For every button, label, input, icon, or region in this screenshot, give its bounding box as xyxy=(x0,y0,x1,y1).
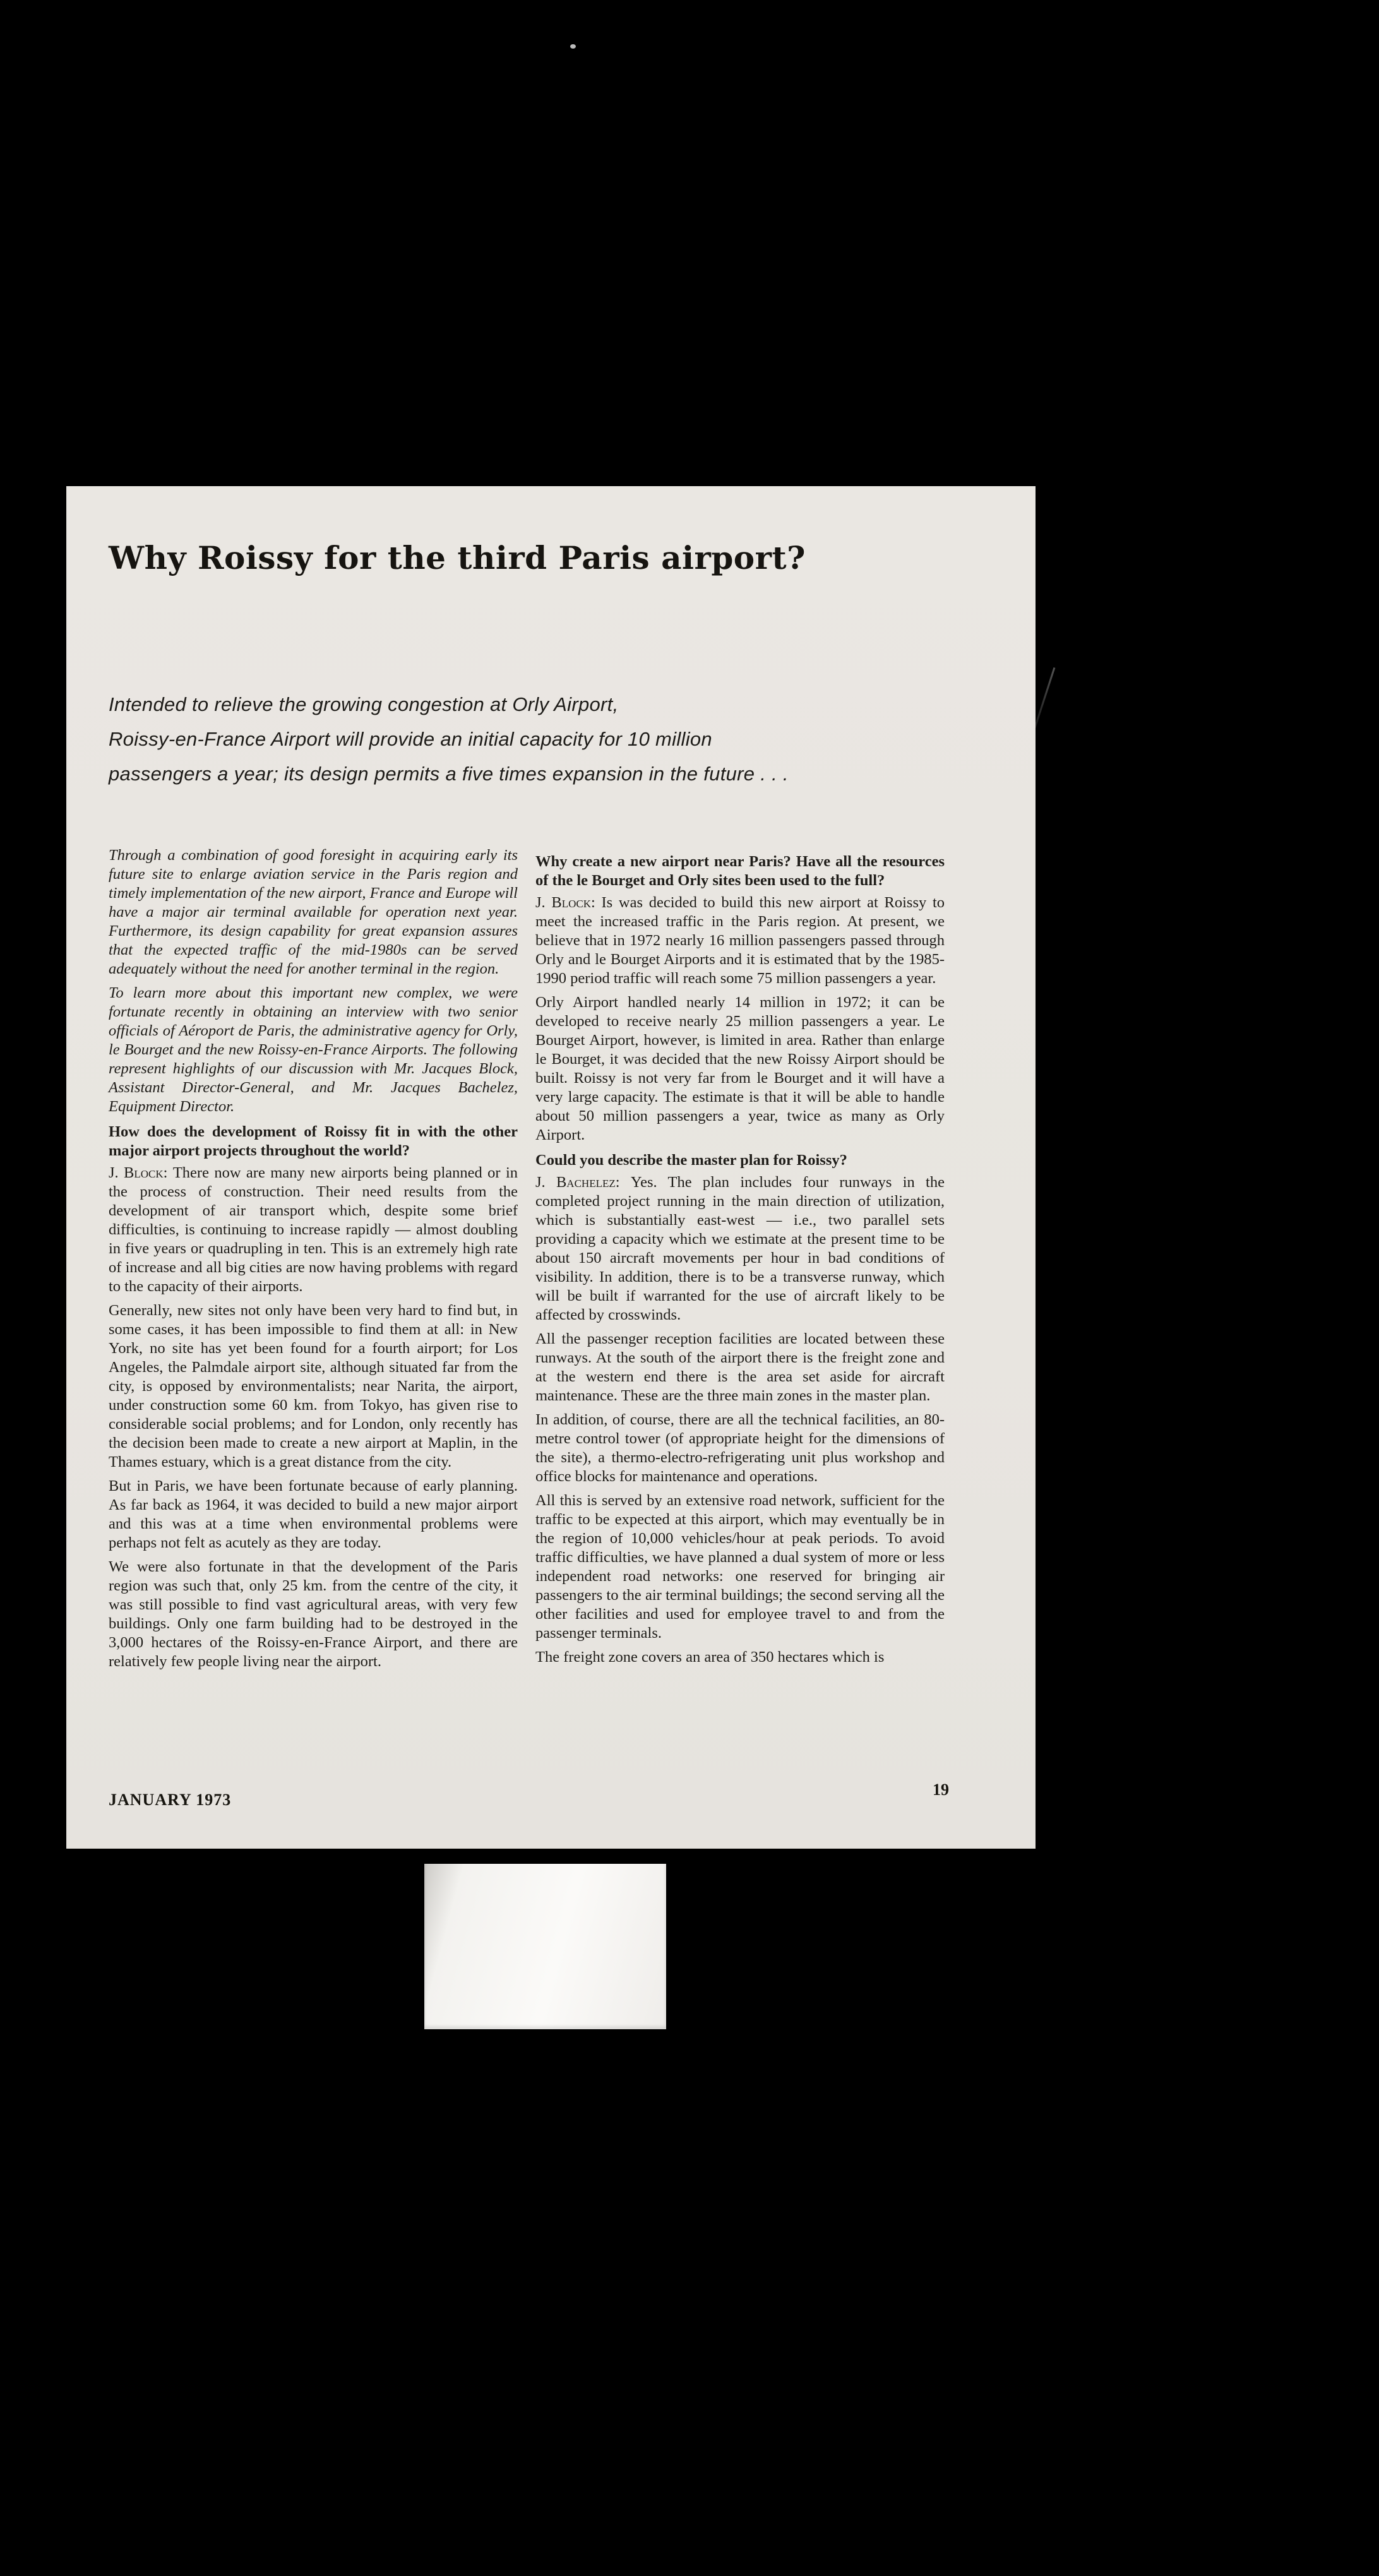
lead-paragraph xyxy=(109,687,945,791)
body-paragraph: To learn more about this important new complex, we were fortunate recently in obtaining an interview with two senior officials of Aéroport de Paris, the administrative agency for Orly, le Bourget and the new Roissy-en-France Airports. The following represent highlights of our discussion with Mr. Jacques Block, Assistant Director-General, and Mr. Jacques Bachelez, Equipment Director. xyxy=(109,984,518,1115)
scan-artifact-speck xyxy=(570,44,576,49)
column-left xyxy=(109,846,518,1676)
question-heading: Why create a new airport near Paris? Have all the resources of the le Bourget and Orly sites been used to the full? xyxy=(535,853,945,889)
body-paragraph: In addition, of course, there are all the technical facilities, an 80-metre control tower (of appropriate height for the dimensions of the site), a thermo-electro-refrigerating unit plus workshop and office blocks for maintenance and operations. xyxy=(535,1411,945,1485)
article-title: Why Roissy for the third Paris airport? xyxy=(109,539,806,576)
body-paragraph: J. Bachelez: Yes. The plan includes four runways in the completed project running in the main direction of utilization, which is substantially east-west — i.e., two parallel sets providing a capacity which we estimate at the present time to be about 150 aircraft movements per hour in bad conditions of visibility. In addition, there is to be a transverse runway, which will be built if warranted for the use of aircraft likely to be affected by crosswinds. xyxy=(535,1174,945,1323)
speaker-label: J. Block: xyxy=(535,894,602,911)
body-paragraph: J. Block: Is was decided to build this new airport at Roissy to meet the increased traffic in the Paris region. At present, we believe that in 1972 nearly 16 million passengers passed through Orly and le Bourget Airports and it is estimated that by the 1985-1990 period traffic will reach some 75 million passengers a year. xyxy=(535,894,945,987)
body-paragraph: The freight zone covers an area of 350 hectares which is xyxy=(535,1649,885,1666)
column-right xyxy=(535,846,945,1676)
issue-date: JANUARY 1973 xyxy=(109,1791,232,1809)
lead-line: Intended to relieve the growing congestion at Orly Airport, xyxy=(109,693,619,715)
question-heading: How does the development of Roissy fit in with the other major airport projects throughout the world? xyxy=(109,1123,518,1159)
article-columns xyxy=(109,846,945,1676)
speaker-label: J. Block: xyxy=(109,1164,173,1181)
loose-paper-card xyxy=(424,1864,666,2029)
body-paragraph: Through a combination of good foresight in acquiring early its future site to enlarge aviation service in the Paris region and timely implementation of the new airport, France and Europe will have a major air terminal available for operation next year. Furthermore, its design capability for great expansion assures that the expected traffic of the mid-1980s can be served adequately without the need for another terminal in the region. xyxy=(109,847,518,977)
body-paragraph: All the passenger reception facilities are located between these runways. At the south of the airport there is the freight zone and at the western end there is the area set aside for aircraft maintenance. These are the three main zones in the master plan. xyxy=(535,1330,945,1404)
page-number: 19 xyxy=(933,1780,949,1799)
lead-line: passengers a year; its design permits a five times expansion in the future . . . xyxy=(109,763,789,785)
body-paragraph: Orly Airport handled nearly 14 million in 1972; it can be developed to receive nearly 25 million passengers a year. Le Bourget Airport, however, is limited in area. Rather than enlarge le Bourget, it was decided that the new Roissy Airport should be built. Roissy is not very far from le Bourget and it will have a very large capacity. The estimate is that it will be able to handle about 50 million passengers a year, twice as many as Orly Airport. xyxy=(535,994,945,1143)
question-heading: Could you describe the master plan for Roissy? xyxy=(535,1152,847,1169)
lead-line: Roissy-en-France Airport will provide an initial capacity for 10 million xyxy=(109,728,712,750)
body-paragraph: All this is served by an extensive road network, sufficient for the traffic to be expected at this airport, which may eventually be in the region of 10,000 vehicles/hour at peak periods. To avoid traffic difficulties, we have planned a dual system of more or less independent road networks: one reserved for bringing air passengers to the air terminal buildings; the second serving all the other facilities and used for employee travel to and from the passenger terminals. xyxy=(535,1492,945,1642)
speaker-label: J. Bachelez: xyxy=(535,1174,631,1191)
body-paragraph: J. Block: There now are many new airports being planned or in the process of construction. Their need results from the development of air transport which, despite some brief difficulties, is continuing to increase rapidly — almost doubling in five years or quadrupling in ten. This is an extremely high rate of increase and all big cities are now having problems with regard to the capacity of their airports. xyxy=(109,1164,518,1295)
scan-artifact-scratch xyxy=(1034,667,1056,728)
body-paragraph: We were also fortunate in that the development of the Paris region was such that, only 25 km. from the centre of the city, it was still possible to find vast agricultural areas, with very few buildings. Only one farm building had to be destroyed in the 3,000 hectares of the Roissy-en-France Airport, and there are relatively few people living near the airport. xyxy=(109,1558,518,1670)
body-paragraph: But in Paris, we have been fortunate because of early planning. As far back as 1964, it was decided to build a new major airport and this was at a time when environmental problems were perhaps not felt as acutely as they are today. xyxy=(109,1477,518,1551)
body-paragraph: Generally, new sites not only have been very hard to find but, in some cases, it has been impossible to find them at all: in New York, no site has yet been found for a fourth airport; for Los Angeles, the Palmdale airport site, although situated far from the city, is opposed by environmentalists; near Narita, the airport, under construction some 60 km. from Tokyo, has given rise to considerable social problems; and for London, only recently has the decision been made to create a new airport at Maplin, in the Thames estuary, which is a great distance from the city. xyxy=(109,1302,518,1470)
magazine-page xyxy=(66,486,1036,1849)
page-content xyxy=(109,486,945,1676)
